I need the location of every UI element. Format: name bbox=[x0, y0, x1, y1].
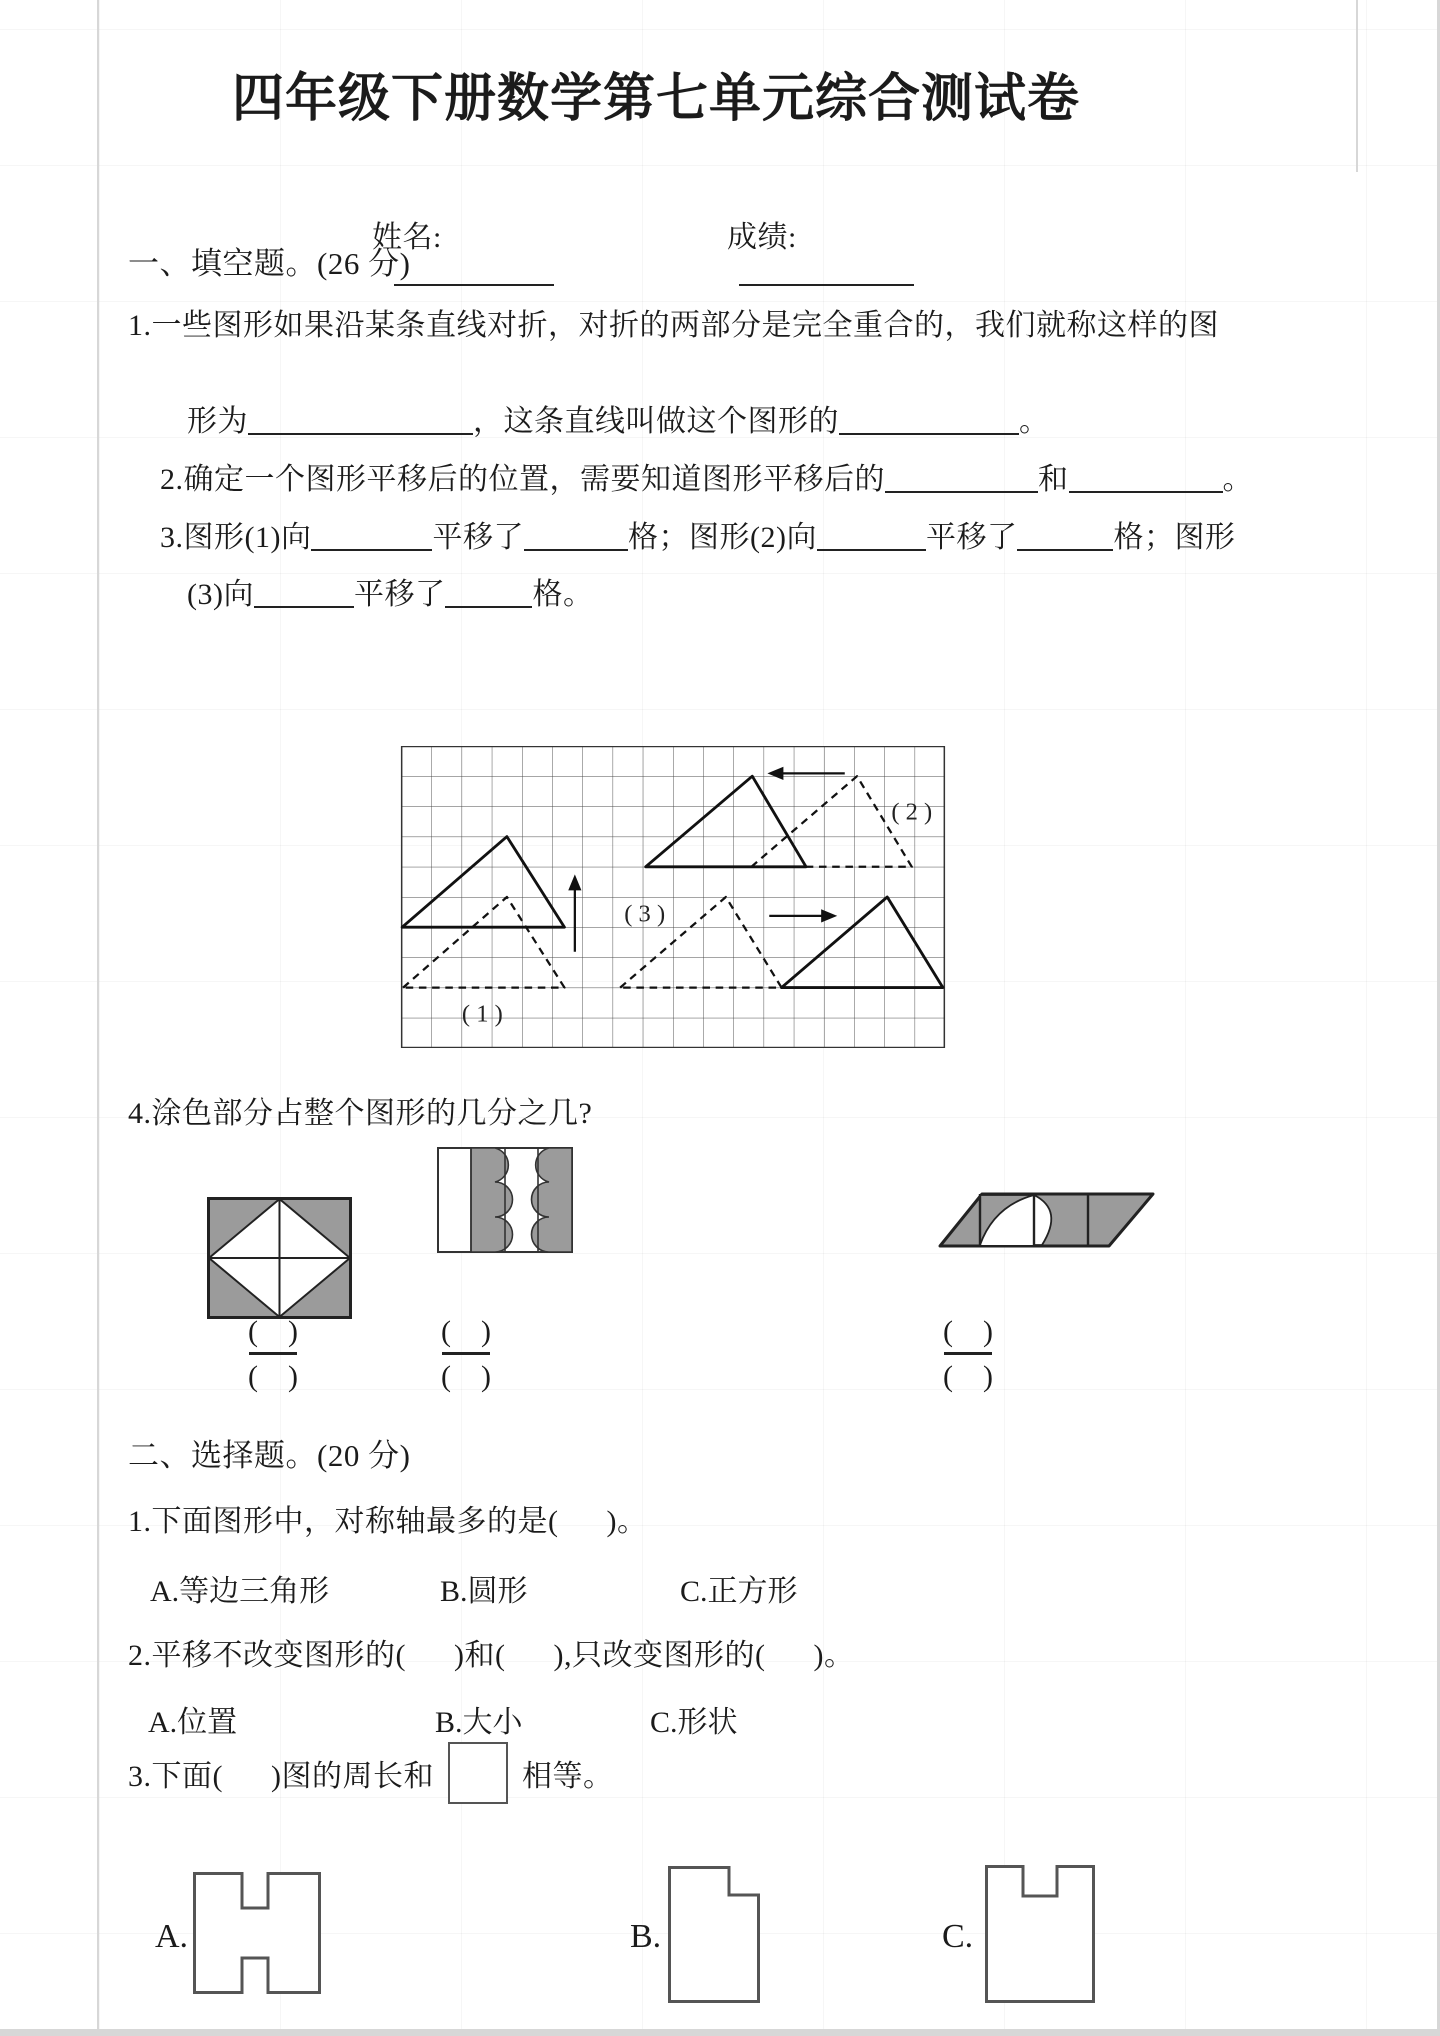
translation-grid-figure bbox=[387, 746, 959, 1048]
s1-q3-text-c: 格；图形(2)向 bbox=[627, 521, 817, 554]
name-blank-line[interactable] bbox=[394, 256, 554, 286]
s2-q2-option-c: C.形状 bbox=[650, 1706, 738, 1739]
s1-q2-text-b: 和 bbox=[1038, 463, 1069, 496]
shape-b-label: B. bbox=[630, 1918, 662, 1955]
s1-q3-blank-6[interactable] bbox=[445, 578, 532, 608]
page-left-margin-line bbox=[97, 0, 99, 2036]
shape-b-outline bbox=[670, 1868, 759, 2002]
s1-q2-text-a: 2.确定一个图形平移后的位置，需要知道图形平移后的 bbox=[160, 463, 885, 496]
s2-q1-option-c: C.正方形 bbox=[680, 1575, 798, 1608]
s2-q2-text: 2.平移不改变图形的( )和( ),只改变图形的( )。 bbox=[128, 1639, 855, 1672]
shape-c-outline bbox=[987, 1867, 1094, 2002]
s1-q1-l2-text-b: ，这条直线叫做这个图形的 bbox=[473, 405, 839, 438]
s1-q1-l2-text-c: 。 bbox=[1019, 405, 1050, 438]
s2-q3-line bbox=[128, 1742, 613, 1804]
s2-q2-option-b: B.大小 bbox=[435, 1706, 523, 1739]
shaded-square-diamond-figure bbox=[207, 1197, 352, 1319]
fraction-2-numerator[interactable]: ( ) bbox=[441, 1315, 491, 1348]
s1-q3-text-a: 3.图形(1)向 bbox=[160, 521, 312, 554]
fraction-2-denominator[interactable]: ( ) bbox=[441, 1359, 491, 1393]
s2-q1-option-a: A.等边三角形 bbox=[150, 1575, 330, 1608]
shape-b-step-figure bbox=[668, 1866, 760, 2003]
s1-q3-text-b: 平移了 bbox=[432, 521, 524, 554]
s1-q1-line1: 1.一些图形如果沿某条直线对折，对折的两部分是完全重合的，我们就称这样的图 bbox=[128, 309, 1219, 342]
s2-q2-option-a: A.位置 bbox=[148, 1706, 238, 1739]
section2-heading: 二、选择题。(20 分) bbox=[128, 1438, 411, 1473]
score-blank-line[interactable] bbox=[739, 256, 914, 286]
s2-q3-text-pre: 3.下面( )图的周长和 bbox=[128, 1760, 434, 1793]
shape-c-notch-figure bbox=[985, 1865, 1095, 2003]
s2-q1-text: 1.下面图形中，对称轴最多的是( )。 bbox=[128, 1505, 648, 1538]
s1-q2-text-c: 。 bbox=[1222, 463, 1253, 496]
shape-a-label: A. bbox=[155, 1918, 189, 1955]
grid-label-1: ( 1 ) bbox=[461, 1000, 503, 1028]
page-title: 四年级下册数学第七单元综合测试卷 bbox=[232, 70, 1081, 128]
score-label: 成绩: bbox=[727, 221, 797, 254]
grid-label-2: ( 2 ) bbox=[891, 798, 933, 826]
fraction-answer-3 bbox=[938, 1316, 998, 1392]
fraction-3-bar bbox=[944, 1352, 992, 1355]
s2-q1-option-b: B.圆形 bbox=[440, 1575, 528, 1608]
grid-label-3: ( 3 ) bbox=[624, 900, 666, 928]
s1-q3-blank-5[interactable] bbox=[254, 578, 354, 608]
s1-q3-text-f: (3)向 bbox=[187, 578, 254, 611]
s2-q3-text-post: 相等。 bbox=[521, 1760, 614, 1793]
shape-a-h-figure bbox=[193, 1872, 321, 1994]
fraction-2-bar bbox=[442, 1352, 490, 1355]
reference-square-box bbox=[448, 1742, 508, 1804]
fraction-3-numerator[interactable]: ( ) bbox=[943, 1315, 993, 1348]
name-label: 姓名: bbox=[372, 221, 442, 254]
shape-a-outline bbox=[195, 1874, 320, 1993]
s1-q3-text-d: 平移了 bbox=[925, 521, 1018, 554]
section1-heading: 一、填空题。(26 分) bbox=[128, 246, 411, 281]
s1-q1-l2-text-a: 形为 bbox=[187, 405, 248, 438]
s1-q3-text-h: 格。 bbox=[532, 578, 594, 611]
fraction-3-denominator[interactable]: ( ) bbox=[943, 1359, 993, 1393]
fraction-1-numerator[interactable]: ( ) bbox=[248, 1315, 298, 1348]
s1-q3-text-g: 平移了 bbox=[353, 578, 446, 611]
s1-q3-line2 bbox=[155, 535, 593, 647]
shape-c-label: C. bbox=[942, 1918, 974, 1955]
shaded-strips-figure bbox=[437, 1147, 573, 1253]
fraction-answer-1 bbox=[243, 1316, 303, 1392]
fraction-answer-2 bbox=[436, 1316, 496, 1392]
s1-q3-blank-4[interactable] bbox=[1017, 521, 1113, 551]
page-bottom-edge-line bbox=[0, 2029, 1440, 2036]
s1-q4-text: 4.涂色部分占整个图形的几分之几? bbox=[128, 1097, 593, 1130]
page-right-top-margin-line bbox=[1356, 0, 1358, 172]
s1-q3-blank-3[interactable] bbox=[817, 521, 926, 551]
gray-strip-2 bbox=[471, 1148, 513, 1252]
fraction-1-denominator[interactable]: ( ) bbox=[248, 1359, 298, 1393]
s1-q3-text-e: 格；图形 bbox=[1113, 521, 1236, 554]
fraction-1-bar bbox=[249, 1352, 297, 1355]
shaded-parallelogram-figure bbox=[938, 1192, 1166, 1249]
